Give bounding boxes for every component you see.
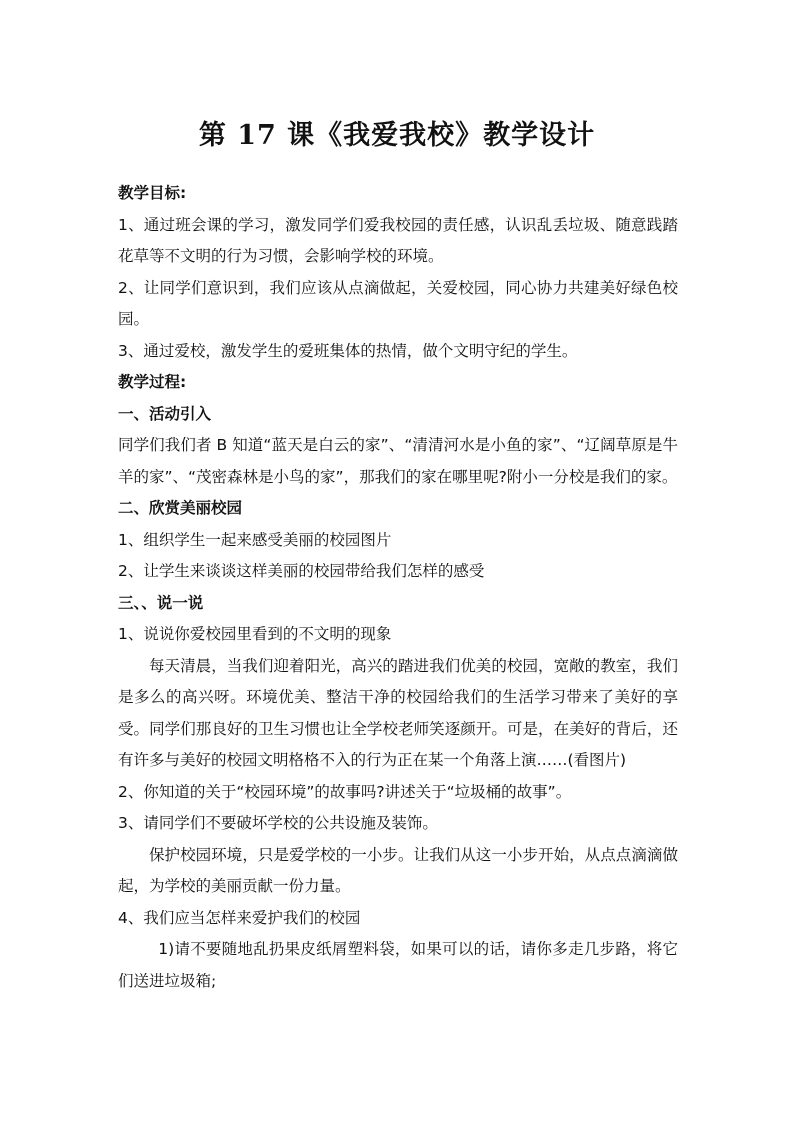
process-heading: 教学过程: bbox=[118, 373, 187, 391]
list-item: 1、说说你爱校园里看到的不文明的现象 bbox=[118, 625, 392, 643]
section-heading: 二、欣赏美丽校园 bbox=[118, 499, 243, 517]
sub-list-item: 1)请不要随地乱扔果皮纸屑塑料袋，如果可以的话，请你多走几步路，将它们送进垃圾箱; bbox=[118, 940, 678, 990]
section-heading: 一、活动引入 bbox=[118, 404, 212, 423]
list-item: 2、让学生来谈谈这样美丽的校园带给我们怎样的感受 bbox=[118, 562, 485, 580]
list-item: 4、我们应当怎样来爱护我们的校园 bbox=[118, 908, 361, 927]
paragraph: 每天清晨，当我们迎着阳光，高兴的踏进我们优美的校园，宽敞的教室，我们是多么的高兴呀。环境优美、整洁干净的校园给我们的生活学习带来了美好的享受。同学们那良好的卫生习惯也让全学校老师笑逐颜开。可是，在美好的背后，还有许多与美好的校园文明格格不入的行为正在某一个角落上演……(看图片) bbox=[118, 656, 678, 769]
list-item: 1、组织学生一起来感受美丽的校园图片 bbox=[118, 530, 392, 549]
objective-item: 3、通过爱校，激发学生的爱班集体的热情，做个文明守纪的学生。 bbox=[118, 341, 578, 360]
objectives-heading: 教学目标: bbox=[118, 184, 187, 202]
objective-item: 2、让同学们意识到，我们应该从点滴做起，关爱校园，同心协力共建美好绿色校园。 bbox=[118, 278, 678, 328]
list-item: 2、你知道的关于“校园环境”的故事吗?讲述关于“垃圾桶的故事”。 bbox=[118, 782, 572, 801]
paragraph: 保护校园环境，只是爱学校的一小步。让我们从这一小步开始，从点点滴滴做起，为学校的美丽贡献一份力量。 bbox=[118, 845, 678, 895]
objective-item: 1、通过班会课的学习，激发同学们爱我校园的责任感，认识乱丢垃圾、随意践踏花草等不文明的行为习惯，会影响学校的环境。 bbox=[118, 215, 678, 265]
document-title: 第 17 课《我爱我校》教学设计 bbox=[198, 120, 596, 152]
section-heading: 三、、说一说 bbox=[118, 593, 204, 612]
list-item: 3、请同学们不要破坏学校的公共设施及装饰。 bbox=[118, 814, 438, 832]
paragraph: 同学们我们者 B 知道“蓝天是白云的家”、“清清河水是小鱼的家”、“辽阔草原是牛羊的家”、“茂密森林是小鸟的家”，那我们的家在哪里呢?附小一分校是我们的家。 bbox=[118, 436, 678, 486]
document-body bbox=[118, 178, 678, 997]
